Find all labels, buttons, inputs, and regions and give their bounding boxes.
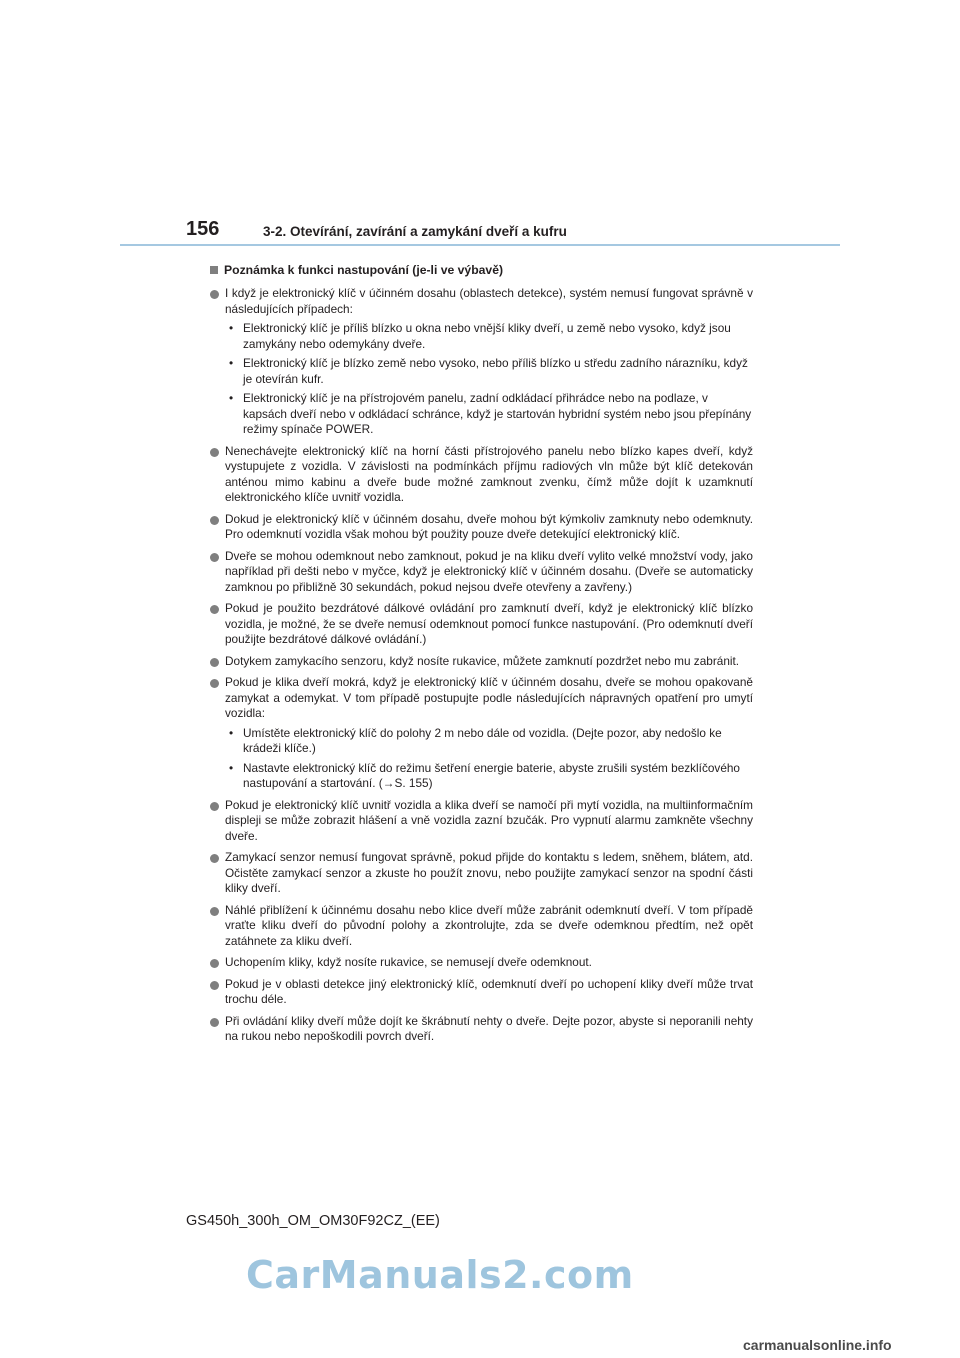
page-header [0,0,960,250]
note-text: Pokud je klika dveří mokrá, když je elektronický klíč v účinném dosahu, dveře se mohou opakovaně zamykat a odemykat. V tom případě postupujte podle následujících nápravných opatření pro umytí vozidla: [225,675,753,720]
note-text: I když je elektronický klíč v účinném dosahu (oblastech detekce), systém nemusí fungovat správně v následujících případech: [225,286,753,316]
sub-item-text: Elektronický klíč je příliš blízko u okna nebo vnější kliky dveří, u země nebo vysoko, když jsou zamykány nebo odemykány dveře. [243,321,731,351]
section-heading-text: Poznámka k funkci nastupování (je-li ve výbavě) [224,263,504,277]
note-text: Pokud je použito bezdrátové dálkové ovládání pro zamknutí dveří, když je elektronický klíč blízko vozidla, je možné, že se dveře nemusí odemknout pomocí funkce nastupování. (Pro odemknutí dveří použijte bezdrátové dálkové ovládání.) [225,601,753,646]
dot-bullet-icon: • [229,760,234,775]
dot-bullet-icon: • [229,321,234,335]
note-item [210,549,753,596]
note-item [210,444,753,506]
note-text: Při ovládání kliky dveří může dojít ke škrábnutí nehty o dveře. Dejte pozor, abyste si neporanili nehty na rukou nebo nepoškodili povrch dveří. [225,1013,753,1043]
sub-item [225,321,753,352]
circle-bullet-icon [210,553,219,562]
square-bullet-icon [210,266,218,274]
note-text: Nenechávejte elektronický klíč na horní části přístrojového panelu nebo blízko kapes dveří, když vystupujete z vozidla. V závislosti na podmínkách příjmu radiových vln může být klíč detekován anténou mimo kabinu a dveře bude možné zamknout zvenku, čímž může dojít k uzamknutí elektronického klíče uvnitř vozidla. [225,443,753,504]
note-item [210,1014,753,1045]
note-text: Dveře se mohou odemknout nebo zamknout, pokud je na kliku dveří vylito velké množství vody, jako například při dešti nebo v myčce, když je elektronický klíč v účinném dosahu. (Dveře se automaticky zamknou po přibližně 30 sekundách, pokud nejsou dveře otevřeny a zavřeny.) [225,548,753,594]
watermark-logo: CarManuals2.com [246,1253,634,1297]
sub-item-text: Elektronický klíč je blízko země nebo vysoko, nebo příliš blízko u středu zadního nárazníku, když je otevírán kufr. [243,356,748,386]
circle-bullet-icon [210,448,219,457]
circle-bullet-icon [210,605,219,614]
site-credit: carmanualsonline.info [743,1337,892,1353]
note-item [210,675,753,792]
note-item [210,903,753,950]
note-text: Pokud je v oblasti detekce jiný elektronický klíč, odemknutí dveří po uchopení kliky dveří může trvat trochu déle. [225,976,753,1006]
dot-bullet-icon: • [229,725,234,740]
main-content [210,262,753,1051]
note-text: Zamykací senzor nemusí fungovat správně, pokud přijde do kontaktu s ledem, sněhem, blátem, atd. Očistěte zamykací senzor a zkuste ho použít znovu, nebo použijte zamykací senzor na spodní části kliky dveří. [225,850,753,895]
sub-item [225,356,753,387]
manual-id: GS450h_300h_OM_OM30F92CZ_(EE) [186,1213,440,1229]
page-number: 156 [186,218,220,240]
sub-item [225,761,753,792]
sub-item-text: Umístěte elektronický klíč do polohy 2 m nebo dále od vozidla. (Dejte pozor, aby nedošlo ke krádeži klíče.) [243,725,722,755]
note-item [210,286,753,438]
note-item [210,512,753,543]
circle-bullet-icon [210,679,219,688]
dot-bullet-icon: • [229,391,234,405]
note-text: Dokud je elektronický klíč v účinném dosahu, dveře mohou být kýmkoliv zamknuty nebo odemknuty. Pro odemknutí vozidla však mohou být použity pouze dveře detekující elektronický klíč. [225,511,753,541]
circle-bullet-icon [210,290,219,299]
circle-bullet-icon [210,907,219,916]
circle-bullet-icon [210,981,219,990]
note-item [210,601,753,648]
sub-item-text: Elektronický klíč je na přístrojovém panelu, zadní odkládací přihrádce nebo na podlaze, v kapsách dveří nebo v odkládací schránce, když je startován hybridní systém nebo jsou přepínány režimy spínače POWER. [243,391,752,436]
note-text: Pokud je elektronický klíč uvnitř vozidla a klika dveří se namočí při mytí vozidla, na multiinformačním displeji se může zobrazit hlášení a vně vozidla zazní bzučák. Pro vypnutí alarmu zamkněte všechny dveře. [225,797,753,843]
note-item [210,654,753,670]
sub-item-text: Nastavte elektronický klíč do režimu šetření energie baterie, abyste zrušili systém bezklíčového nastupování a startování. (→S. 155) [243,760,740,790]
circle-bullet-icon [210,802,219,811]
note-item [210,977,753,1008]
circle-bullet-icon [210,516,219,525]
note-text: Dotykem zamykacího senzoru, když nosíte rukavice, můžete zamknutí pozdržet nebo mu zabránit. [225,653,740,668]
circle-bullet-icon [210,658,219,667]
circle-bullet-icon [210,854,219,863]
note-item [210,955,753,971]
dot-bullet-icon: • [229,356,234,370]
sub-item [225,726,753,757]
sub-item [225,391,753,438]
note-item [210,850,753,897]
circle-bullet-icon [210,959,219,968]
note-item [210,798,753,845]
section-title: 3-2. Otevírání, zavírání a zamykání dveří a kufru [263,224,567,239]
section-heading [210,262,753,278]
circle-bullet-icon [210,1018,219,1027]
note-text: Náhlé přiblížení k účinnému dosahu nebo klice dveří může zabránit odemknutí dveří. V tom případě vraťte kliku dveří do původní polohy a zkontrolujte, zda se dveře odemknou předtím, než opět zatáhnete za kliku dveří. [225,902,753,948]
header-divider [120,244,840,246]
note-text: Uchopením kliky, když nosíte rukavice, se nemusejí dveře odemknout. [225,955,592,969]
